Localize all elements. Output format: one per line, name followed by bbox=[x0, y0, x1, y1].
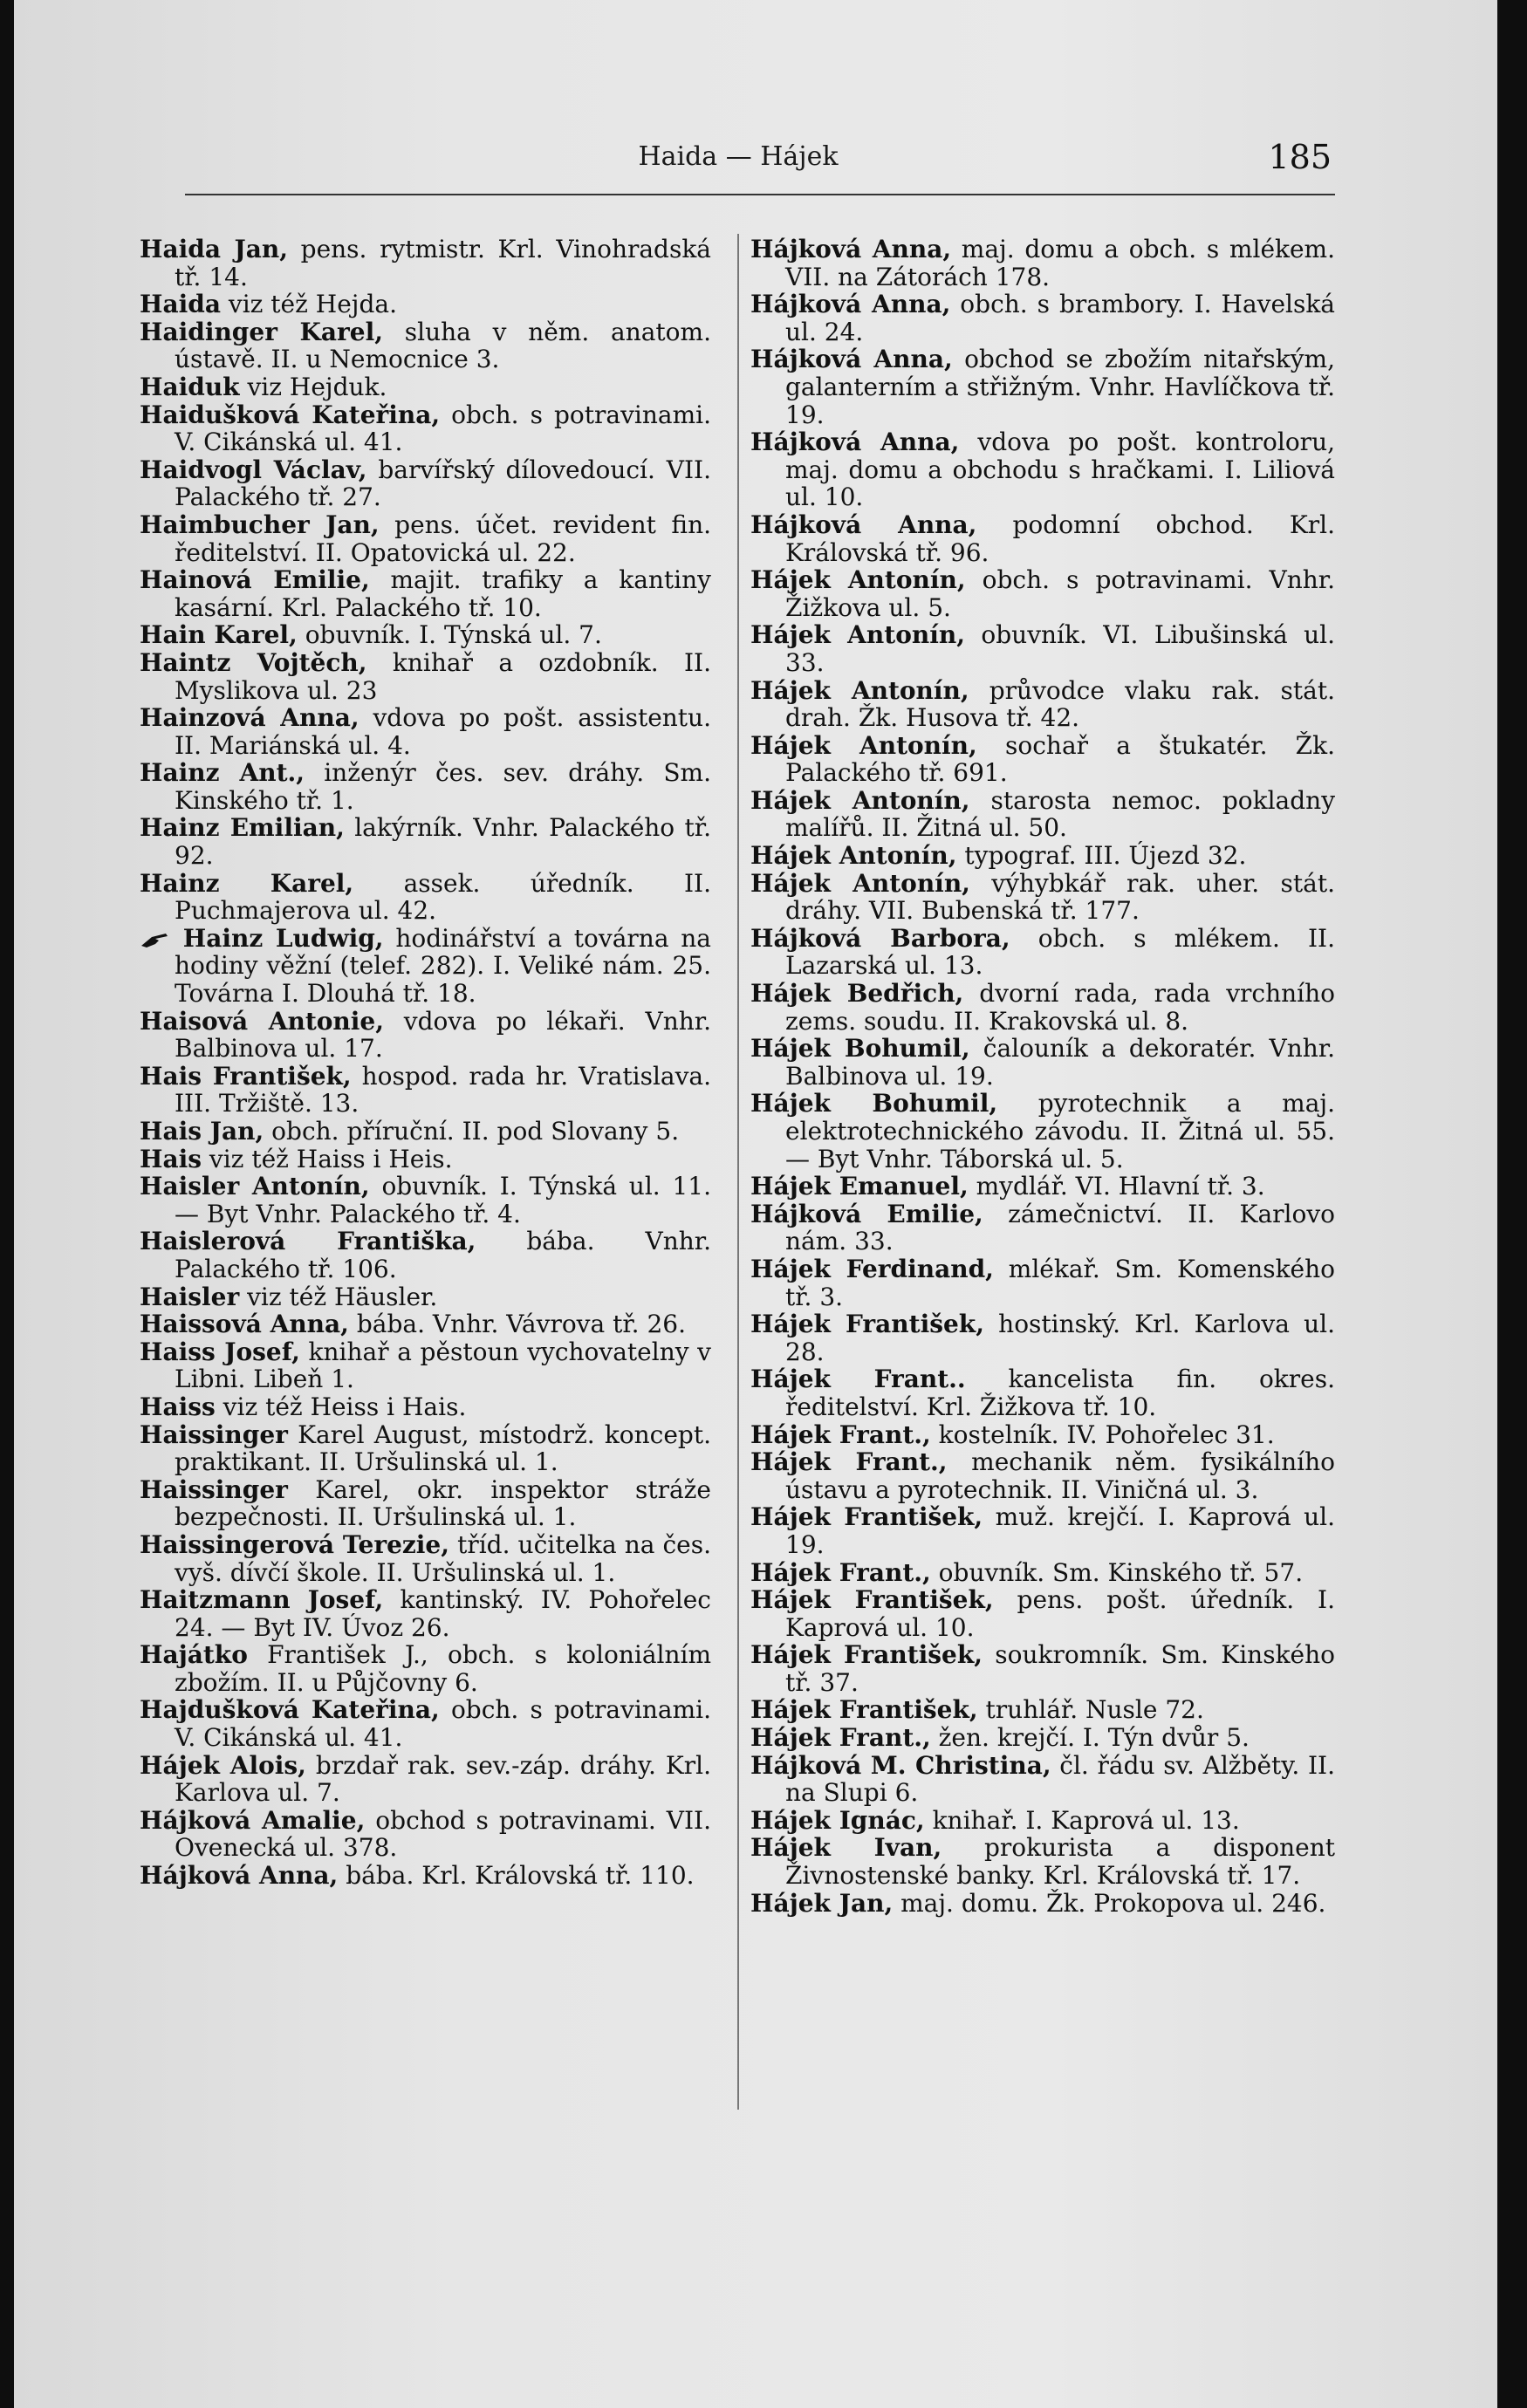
directory-entry bbox=[140, 1118, 711, 1146]
directory-entry bbox=[140, 401, 711, 456]
directory-entry bbox=[750, 1090, 1335, 1173]
entry-name: Hais František, bbox=[140, 1061, 352, 1091]
entry-name: Hájek Bohumil, bbox=[750, 1034, 970, 1064]
directory-entry bbox=[140, 1173, 711, 1228]
entry-name: Hainz Emilian, bbox=[140, 813, 345, 843]
entry-text: pens. rytmistr. Krl. Vinohradská tř. 14. bbox=[175, 235, 712, 291]
entry-name: Haida bbox=[140, 290, 221, 319]
directory-entry bbox=[750, 566, 1335, 621]
directory-entry bbox=[140, 291, 711, 318]
entry-name: Hájek Antonín, bbox=[750, 620, 965, 650]
directory-entry bbox=[140, 621, 711, 649]
entry-text: majit. trafiky a kantiny kasární. Krl. Palackého tř. 10. bbox=[175, 565, 711, 622]
directory-entry bbox=[140, 814, 711, 869]
entry-text: obch. s potravinami. V. Cikánská ul. 41. bbox=[175, 400, 711, 457]
entry-name: Hájek Antonín, bbox=[750, 785, 970, 815]
entry-name: Haislerová Františka, bbox=[140, 1227, 476, 1256]
entry-text: viz též Haiss i Heis. bbox=[209, 1144, 453, 1173]
entry-name: Hainová Emilie, bbox=[140, 565, 370, 595]
entry-text: knihař a pěstoun vychovatelny v Libni. Libeň 1. bbox=[175, 1337, 711, 1394]
entry-text: průvodce vlaku rak. stát. drah. Žk. Husova tř. 42. bbox=[785, 675, 1336, 733]
entry-text: žen. krejčí. I. Týn dvůr 5. bbox=[938, 1723, 1250, 1753]
entry-text: Karel August, místodrž. koncept. praktikant. II. Uršulinská ul. 1. bbox=[175, 1419, 711, 1477]
directory-entry bbox=[750, 428, 1335, 511]
entry-text: sluha v něm. anatom. ústavě. II. u Nemocnice 3. bbox=[175, 317, 711, 374]
entry-name: Hájek Frant.. bbox=[750, 1365, 966, 1394]
entry-text: vdova po lékaři. Vnhr. Balbinova ul. 17. bbox=[175, 1006, 712, 1064]
entry-text: truhlář. Nusle 72. bbox=[985, 1695, 1204, 1725]
directory-entry bbox=[750, 1255, 1335, 1310]
entry-text: obuvník. Sm. Kinského tř. 57. bbox=[938, 1557, 1304, 1587]
directory-entry bbox=[140, 566, 711, 621]
directory-entry bbox=[750, 1834, 1335, 1889]
directory-entry bbox=[140, 1008, 711, 1063]
entry-text: bába. Vnhr. Palackého tř. 106. bbox=[175, 1227, 711, 1283]
entry-text: muž. krejčí. I. Kaprová ul. 19. bbox=[785, 1502, 1335, 1559]
directory-entry bbox=[750, 621, 1335, 676]
entry-text: maj. domu a obch. s mlékem. VII. na Zátorách 178. bbox=[785, 235, 1335, 291]
entry-text: kostelník. IV. Pohořelec 31. bbox=[938, 1419, 1275, 1449]
entry-name: Hájková Emilie, bbox=[750, 1199, 983, 1228]
entry-name: Haimbucher Jan, bbox=[140, 510, 380, 539]
entry-text: assek. úředník. II. Puchmajerova ul. 42. bbox=[175, 868, 711, 926]
entry-text: hodinářství a továrna na hodiny věžní (telef. 282). I. Veliké nám. 25. Továrna I. Dlouhá tř. 18. bbox=[175, 923, 711, 1009]
entry-text: čalouník a dekoratér. Vnhr. Balbinova ul. 19. bbox=[785, 1034, 1335, 1091]
entry-text: Karel, okr. inspektor stráže bezpečnosti. II. Uršulinská ul. 1. bbox=[175, 1474, 711, 1532]
entry-text: obch. s potravinami. Vnhr. Žižkova ul. 5. bbox=[785, 565, 1335, 622]
right-column bbox=[750, 236, 1335, 1917]
directory-entry bbox=[140, 1641, 711, 1696]
directory-entry bbox=[750, 842, 1335, 870]
entry-text: bába. Vnhr. Vávrova tř. 26. bbox=[356, 1310, 686, 1339]
entry-text: brzdař rak. sev.-záp. dráhy. Krl. Karlova ul. 7. bbox=[175, 1750, 711, 1808]
directory-entry bbox=[750, 1586, 1335, 1641]
entry-name: Hájková Anna, bbox=[750, 235, 952, 263]
entry-text: obch. příruční. II. pod Slovany 5. bbox=[271, 1117, 680, 1146]
entry-name: Hájek Ivan, bbox=[750, 1833, 942, 1863]
entry-name: Hájek František, bbox=[750, 1502, 983, 1532]
entry-text: mechanik něm. fysikálního ústavu a pyrotechnik. II. Viničná ul. 3. bbox=[785, 1447, 1336, 1504]
directory-entry bbox=[750, 1448, 1335, 1503]
entry-name: Haissinger bbox=[140, 1419, 288, 1449]
directory-entry bbox=[750, 1365, 1335, 1420]
entry-name: Haisler Antonín, bbox=[140, 1172, 370, 1201]
entry-name: Hais Jan, bbox=[140, 1117, 264, 1146]
entry-name: Hainzová Anna, bbox=[140, 703, 359, 733]
entry-text: sochař a štukatér. Žk. Palackého tř. 691. bbox=[785, 730, 1336, 788]
entry-text: pens. pošt. úředník. I. Kaprová ul. 10. bbox=[785, 1585, 1335, 1642]
entry-text: starosta nemoc. pokladny malířů. II. Žitná ul. 50. bbox=[785, 785, 1336, 843]
entry-name: Haissingerová Terezie, bbox=[140, 1529, 449, 1559]
entry-text: zámečnictví. II. Karlovo nám. 33. bbox=[785, 1199, 1336, 1256]
header-rule bbox=[185, 194, 1335, 195]
entry-name: Hájková Amalie, bbox=[140, 1805, 366, 1835]
directory-entry bbox=[750, 1503, 1335, 1558]
directory-entry bbox=[140, 759, 711, 814]
entry-text: pens. účet. revident fin. ředitelství. II. Opatovická ul. 22. bbox=[175, 510, 712, 567]
pointing-hand-icon bbox=[140, 930, 171, 949]
entry-text: obchod s potravinami. VII. Ovenecká ul. 378. bbox=[175, 1805, 712, 1863]
directory-entry bbox=[140, 870, 711, 925]
entry-name: Hájek Emanuel, bbox=[750, 1172, 969, 1201]
directory-entry bbox=[750, 1724, 1335, 1752]
entry-name: Hájek Frant., bbox=[750, 1723, 931, 1753]
entry-text: hostinský. Krl. Karlova ul. 28. bbox=[785, 1310, 1335, 1366]
entry-text: inženýr čes. sev. dráhy. Sm. Kinského tř. 1. bbox=[175, 758, 711, 815]
entry-name: Hájek Antonín, bbox=[750, 868, 970, 898]
header-title: Haida — Hájek bbox=[638, 141, 839, 172]
entry-text: soukromník. Sm. Kinského tř. 37. bbox=[785, 1640, 1335, 1697]
entry-name: Hájek Antonín, bbox=[750, 841, 957, 871]
entry-text: maj. domu. Žk. Prokopova ul. 246. bbox=[900, 1888, 1326, 1918]
directory-entry bbox=[140, 318, 711, 373]
entry-name: Hain Karel, bbox=[140, 620, 298, 650]
entry-name: Haitzmann Josef, bbox=[140, 1585, 384, 1615]
directory-entry bbox=[140, 1338, 711, 1393]
directory-entry bbox=[140, 1531, 711, 1586]
directory-entry bbox=[750, 980, 1335, 1035]
directory-entry bbox=[750, 1173, 1335, 1201]
entry-text: mlékař. Sm. Komenského tř. 3. bbox=[785, 1254, 1335, 1311]
directory-entry bbox=[140, 236, 711, 291]
directory-entry bbox=[750, 1421, 1335, 1449]
entry-text: typograf. III. Újezd 32. bbox=[964, 841, 1247, 871]
entry-name: Hájek Frant., bbox=[750, 1447, 948, 1477]
scanned-page bbox=[14, 0, 1497, 2408]
directory-entry bbox=[750, 1807, 1335, 1835]
entry-text: kantinský. IV. Pohořelec 24. — Byt IV. Úvoz 26. bbox=[175, 1585, 711, 1642]
entry-text: knihař. I. Kaprová ul. 13. bbox=[932, 1805, 1240, 1835]
directory-entry bbox=[140, 1862, 711, 1890]
entry-name: Hájková Anna, bbox=[750, 510, 977, 539]
left-column bbox=[140, 236, 711, 1890]
directory-entry bbox=[140, 649, 711, 704]
entry-name: Hájek Bedřich, bbox=[750, 979, 964, 1009]
entry-name: Haisová Antonie, bbox=[140, 1006, 384, 1036]
entry-text: obch. s brambory. I. Havelská ul. 24. bbox=[785, 290, 1336, 346]
directory-entry bbox=[140, 704, 711, 759]
directory-entry bbox=[140, 373, 711, 401]
entry-text: mydlář. VI. Hlavní tř. 3. bbox=[976, 1172, 1265, 1201]
entry-name: Haidinger Karel, bbox=[140, 317, 383, 346]
entry-text: obchod se zbožím nitařským, galanterním a střižným. Vnhr. Havlíčkova tř. 19. bbox=[785, 345, 1336, 429]
entry-name: Hájek Jan, bbox=[750, 1888, 894, 1918]
entry-name: Hájek Ferdinand, bbox=[750, 1254, 994, 1283]
entry-name: Haintz Vojtěch, bbox=[140, 647, 367, 677]
entry-name: Hájek Frant., bbox=[750, 1557, 931, 1587]
directory-entry bbox=[750, 870, 1335, 925]
directory-entry bbox=[750, 1752, 1335, 1807]
entry-name: Haissová Anna, bbox=[140, 1310, 349, 1339]
entry-name: Hájek František, bbox=[750, 1585, 994, 1615]
entry-name: Hájková Barbora, bbox=[750, 923, 1010, 953]
directory-entry bbox=[140, 1283, 711, 1311]
directory-entry bbox=[140, 1421, 711, 1476]
entry-name: Haiss Josef, bbox=[140, 1337, 300, 1366]
entry-name: Haissinger bbox=[140, 1474, 288, 1504]
entry-text: výhybkář rak. uher. stát. dráhy. VII. Bubenská tř. 177. bbox=[785, 868, 1335, 926]
entry-name: Haiss bbox=[140, 1392, 216, 1421]
entry-text: František J., obch. s koloniálním zbožím. II. u Půjčovny 6. bbox=[175, 1640, 712, 1697]
entry-text: obch. s potravinami. V. Cikánská ul. 41. bbox=[175, 1695, 712, 1753]
directory-entry bbox=[140, 1310, 711, 1338]
entry-text: knihař a ozdobník. II. Myslikova ul. 23 bbox=[175, 647, 711, 705]
entry-name: Hájková Anna, bbox=[750, 290, 951, 319]
entry-name: Hájek Ignác, bbox=[750, 1805, 925, 1835]
entry-name: Hainz Ant., bbox=[140, 758, 305, 788]
directory-entry bbox=[140, 1393, 711, 1421]
entry-name: Hájek Antonín, bbox=[750, 730, 977, 760]
entry-name: Haidvogl Václav, bbox=[140, 455, 367, 484]
entry-text: viz též Heiss i Hais. bbox=[223, 1392, 467, 1421]
directory-entry bbox=[140, 511, 711, 566]
entry-name: Hajátko bbox=[140, 1640, 248, 1670]
entry-text: hospod. rada hr. Vratislava. III. Tržiště. 13. bbox=[175, 1061, 712, 1118]
directory-entry bbox=[750, 345, 1335, 428]
directory-entry bbox=[750, 1641, 1335, 1696]
directory-entry bbox=[750, 787, 1335, 842]
entry-text: podomní obchod. Krl. Královská tř. 96. bbox=[785, 510, 1335, 567]
directory-entry bbox=[750, 236, 1335, 291]
directory-entry bbox=[750, 1310, 1335, 1365]
entry-name: Haidušková Kateřina, bbox=[140, 400, 441, 429]
entry-text: viz též Häusler. bbox=[247, 1282, 438, 1311]
directory-entry bbox=[750, 1559, 1335, 1587]
entry-text: viz též Hejda. bbox=[228, 290, 397, 319]
entry-name: Hájek Alois, bbox=[140, 1750, 306, 1780]
entry-text: vdova po pošt. kontroloru, maj. domu a obchodu s hračkami. I. Liliová ul. 10. bbox=[785, 428, 1335, 512]
entry-name: Hájek Antonín, bbox=[750, 565, 966, 595]
entry-name: Hájková Anna, bbox=[750, 345, 953, 374]
directory-entry bbox=[750, 1035, 1335, 1090]
entry-name: Hainz Ludwig, bbox=[182, 923, 384, 953]
entry-name: Hájek František, bbox=[750, 1695, 978, 1725]
directory-entry bbox=[140, 456, 711, 511]
entry-name: Haisler bbox=[140, 1282, 240, 1311]
entry-text: čl. řádu sv. Alžběty. II. na Slupi 6. bbox=[785, 1750, 1335, 1808]
entry-name: Hájek Bohumil, bbox=[750, 1089, 998, 1118]
entry-text: tříd. učitelka na čes. vyš. dívčí škole. II. Uršulinská ul. 1. bbox=[175, 1529, 711, 1587]
directory-entry bbox=[140, 1063, 711, 1118]
column-divider bbox=[737, 234, 739, 2110]
entry-text: bába. Krl. Královská tř. 110. bbox=[346, 1861, 695, 1891]
entry-text: kancelista fin. okres. ředitelství. Krl. Žižkova tř. 10. bbox=[785, 1365, 1335, 1421]
directory-entry bbox=[750, 291, 1335, 345]
page-number: 185 bbox=[1268, 138, 1332, 176]
entry-name: Hais bbox=[140, 1144, 202, 1173]
directory-entry bbox=[750, 1890, 1335, 1918]
entry-text: vdova po pošt. assistentu. II. Mariánská ul. 4. bbox=[175, 703, 711, 760]
entry-text: pyrotechnik a maj. elektrotechnického závodu. II. Žitná ul. 55. — Byt Vnhr. Táborská ul. 5. bbox=[785, 1089, 1335, 1173]
entry-name: Hájek Frant., bbox=[750, 1419, 931, 1449]
directory-entry bbox=[750, 677, 1335, 732]
entry-name: Hájková M. Christina, bbox=[750, 1750, 1051, 1780]
entry-name: Hájková Anna, bbox=[140, 1861, 339, 1891]
entry-text: dvorní rada, rada vrchního zems. soudu. II. Krakovská ul. 8. bbox=[785, 979, 1336, 1036]
directory-entry bbox=[140, 925, 711, 1008]
entry-name: Hájková Anna, bbox=[750, 428, 960, 457]
directory-entry bbox=[750, 1696, 1335, 1724]
entry-text: viz Hejduk. bbox=[247, 372, 387, 401]
directory-entry bbox=[140, 1586, 711, 1641]
entry-name: Hajdušková Kateřina, bbox=[140, 1695, 440, 1725]
running-header bbox=[145, 138, 1332, 190]
entry-name: Haiduk bbox=[140, 372, 240, 401]
directory-entry bbox=[750, 732, 1335, 787]
directory-entry bbox=[140, 1752, 711, 1807]
directory-entry bbox=[750, 1201, 1335, 1255]
entry-name: Hájek Antonín, bbox=[750, 675, 969, 705]
entry-text: obch. s mlékem. II. Lazarská ul. 13. bbox=[785, 923, 1335, 981]
entry-name: Hájek František, bbox=[750, 1640, 983, 1670]
directory-entry bbox=[140, 1696, 711, 1751]
directory-entry bbox=[140, 1476, 711, 1531]
entry-text: obuvník. I. Týnská ul. 7. bbox=[305, 620, 602, 650]
directory-entry bbox=[140, 1807, 711, 1862]
entry-text: prokurista a disponent Živnostenské banky. Krl. Královská tř. 17. bbox=[785, 1833, 1336, 1891]
entry-text: lakýrník. Vnhr. Palackého tř. 92. bbox=[175, 813, 711, 871]
entry-name: Hainz Karel, bbox=[140, 868, 354, 898]
directory-entry bbox=[140, 1228, 711, 1283]
entry-text: barvířský dílovedoucí. VII. Palackého tř. 27. bbox=[175, 455, 711, 512]
directory-entry bbox=[140, 1146, 711, 1173]
entry-name: Haida Jan, bbox=[140, 235, 288, 263]
entry-text: obuvník. I. Týnská ul. 11. — Byt Vnhr. Palackého tř. 4. bbox=[175, 1172, 712, 1228]
directory-entry bbox=[750, 511, 1335, 566]
entry-text: obuvník. VI. Libušinská ul. 33. bbox=[785, 620, 1336, 677]
entry-name: Hájek František, bbox=[750, 1310, 984, 1339]
directory-entry bbox=[750, 925, 1335, 980]
